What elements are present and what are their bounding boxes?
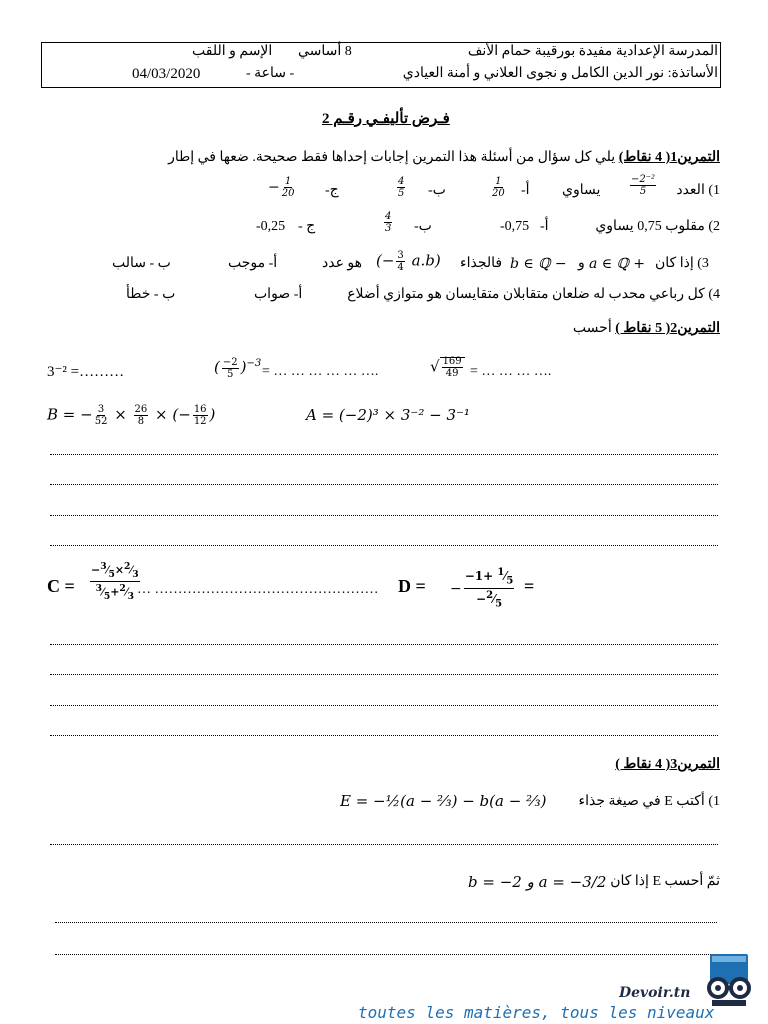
expr-c-dots: … ………………………………………… <box>137 582 379 597</box>
ex3-q1: 1) أكتب E في صيغة جذاء <box>578 794 720 809</box>
answer-line <box>50 834 718 845</box>
expr-d-label: D = <box>398 576 426 596</box>
q2-label: 2) مقلوب 0,75 يساوي <box>595 219 720 234</box>
expr-frac-pow: ( $\frac{-2}{5}$ )$^{-3}$ <box>214 356 262 380</box>
q3-text-c: فالجذاء <box>460 256 503 271</box>
answer-line <box>50 725 718 736</box>
q3-b-in-q: b ∈ ℚ − <box>510 256 567 272</box>
ex3-q2-condition: b = −2 و a = −3/2 <box>468 873 607 891</box>
q1-label: 1) العدد <box>676 183 720 198</box>
ex1-heading: التمرين1( 4 نقاط) <box>618 150 720 165</box>
q2-option-c-value: -0,25 <box>256 219 286 234</box>
q2-option-b-value: $\frac{4}{3}$ <box>385 211 392 234</box>
q4-text: 4) كل رباعي محدب له ضلعان متقابلان متقايسان هو متوازي أضلاع <box>347 287 720 302</box>
footer-tagline: toutes les matières, tous les niveaux <box>358 1003 715 1022</box>
expr-c-label: C = <box>47 576 75 596</box>
q1-equals: يساوي <box>562 183 601 198</box>
ex3-q2-text: ثمّ أحسب E إذا كان <box>610 874 720 889</box>
q3-a-in-q: a ∈ ℚ + <box>589 256 645 272</box>
answer-line <box>50 695 718 706</box>
q3-text-d: هو عدد <box>322 256 363 271</box>
name-label: الإسم و اللقب <box>192 44 273 59</box>
ex2-instruction: أحسب <box>572 321 612 336</box>
q4-option-b: ب - خطأ <box>126 287 176 302</box>
q1-option-b-value: $\frac{4}{5}$ <box>398 176 405 199</box>
ex3-heading: التمرين3( 4 نقاط ) <box>615 757 720 772</box>
page-title: فـرض تأليفـي رقـم 2 <box>322 111 450 127</box>
duration: - ساعة - <box>246 66 295 81</box>
answer-line <box>50 664 718 675</box>
q1-option-a-value: $\frac{1}{20}$ <box>492 176 505 199</box>
expr-a: A = (−2)³ × 3⁻² − 3⁻¹ <box>306 406 470 424</box>
q1-option-c-label: ج- <box>325 183 339 198</box>
expr-b: B = − $\frac{3}{52}$ × $\frac{26}{8}$ × (− $\frac{16}{12}$ ) <box>47 404 216 427</box>
answer-line <box>50 474 718 485</box>
expr-c-fraction: $\frac{-^3⁄_5\times^2⁄_3}{^3⁄_5+^2⁄_3}$ <box>91 561 139 602</box>
logo-icon <box>704 952 754 1008</box>
answer-line <box>50 505 718 516</box>
q3-product: (− $\frac{3}{4}$ a.b) <box>376 250 441 273</box>
exam-date: 04/03/2020 <box>132 66 201 82</box>
q1-option-b-label: ب- <box>428 183 446 198</box>
q4-option-a: أ- صواب <box>254 287 303 302</box>
school-name: المدرسة الإعدادية مفيدة بورقيبة حمام الأنف <box>467 44 718 59</box>
class-level: 8 أساسي <box>298 44 352 59</box>
teachers: الأساتذة: نور الدين الكامل و نجوى العلاني و أمنة العيادي <box>402 66 718 81</box>
ex1-line <box>168 150 720 166</box>
expr-sqrt-dots: = … … … …. <box>470 364 552 379</box>
ex2-heading: التمرين2( 5 نقاط ) <box>615 321 720 336</box>
q2-option-a-value: -0,75 <box>500 219 530 234</box>
q3-option-b: ب - سالب <box>112 256 171 271</box>
q1-option-c-value: − $\frac{1}{20}$ <box>268 176 295 199</box>
ex2-line <box>573 321 720 337</box>
expr-sqrt: √ $\frac{169}{49}$ <box>430 356 465 379</box>
q3-option-a: أ- موجب <box>228 256 278 271</box>
q1-fraction: $\frac{\text{−2⁻²}}{5}$ <box>631 174 656 197</box>
ex1-instruction: يلي كل سؤال من أسئلة هذا التمرين إجابات إحداها فقط صحيحة. ضعها في إطار <box>168 150 616 165</box>
expr-frac-pow-dots: = … … … … … …. <box>262 364 379 379</box>
q2-option-a-label: أ- <box>540 219 549 234</box>
answer-line <box>50 535 718 546</box>
answer-line <box>50 444 718 455</box>
q2-option-c-label: ج - <box>298 219 316 234</box>
answer-line <box>50 634 718 645</box>
q3-text-b: و <box>578 256 585 271</box>
expr-3-pow: 3⁻² =……… <box>47 364 125 380</box>
answer-line <box>55 944 717 955</box>
brand-name: Devoir.tn <box>619 985 691 1001</box>
answer-line <box>55 912 717 923</box>
q3-text-a: 3) إذا كان <box>655 256 709 271</box>
q2-option-b-label: ب- <box>414 219 432 234</box>
expr-d-fraction: − $\frac{-1+ ^1⁄_5}{-^2⁄_5}$ <box>450 567 514 610</box>
q1-option-a-label: أ- <box>521 183 530 198</box>
expr-d-equals: = <box>524 576 535 596</box>
expr-e: E = −½(a − ⅔) − b(a − ⅔) <box>340 792 547 810</box>
